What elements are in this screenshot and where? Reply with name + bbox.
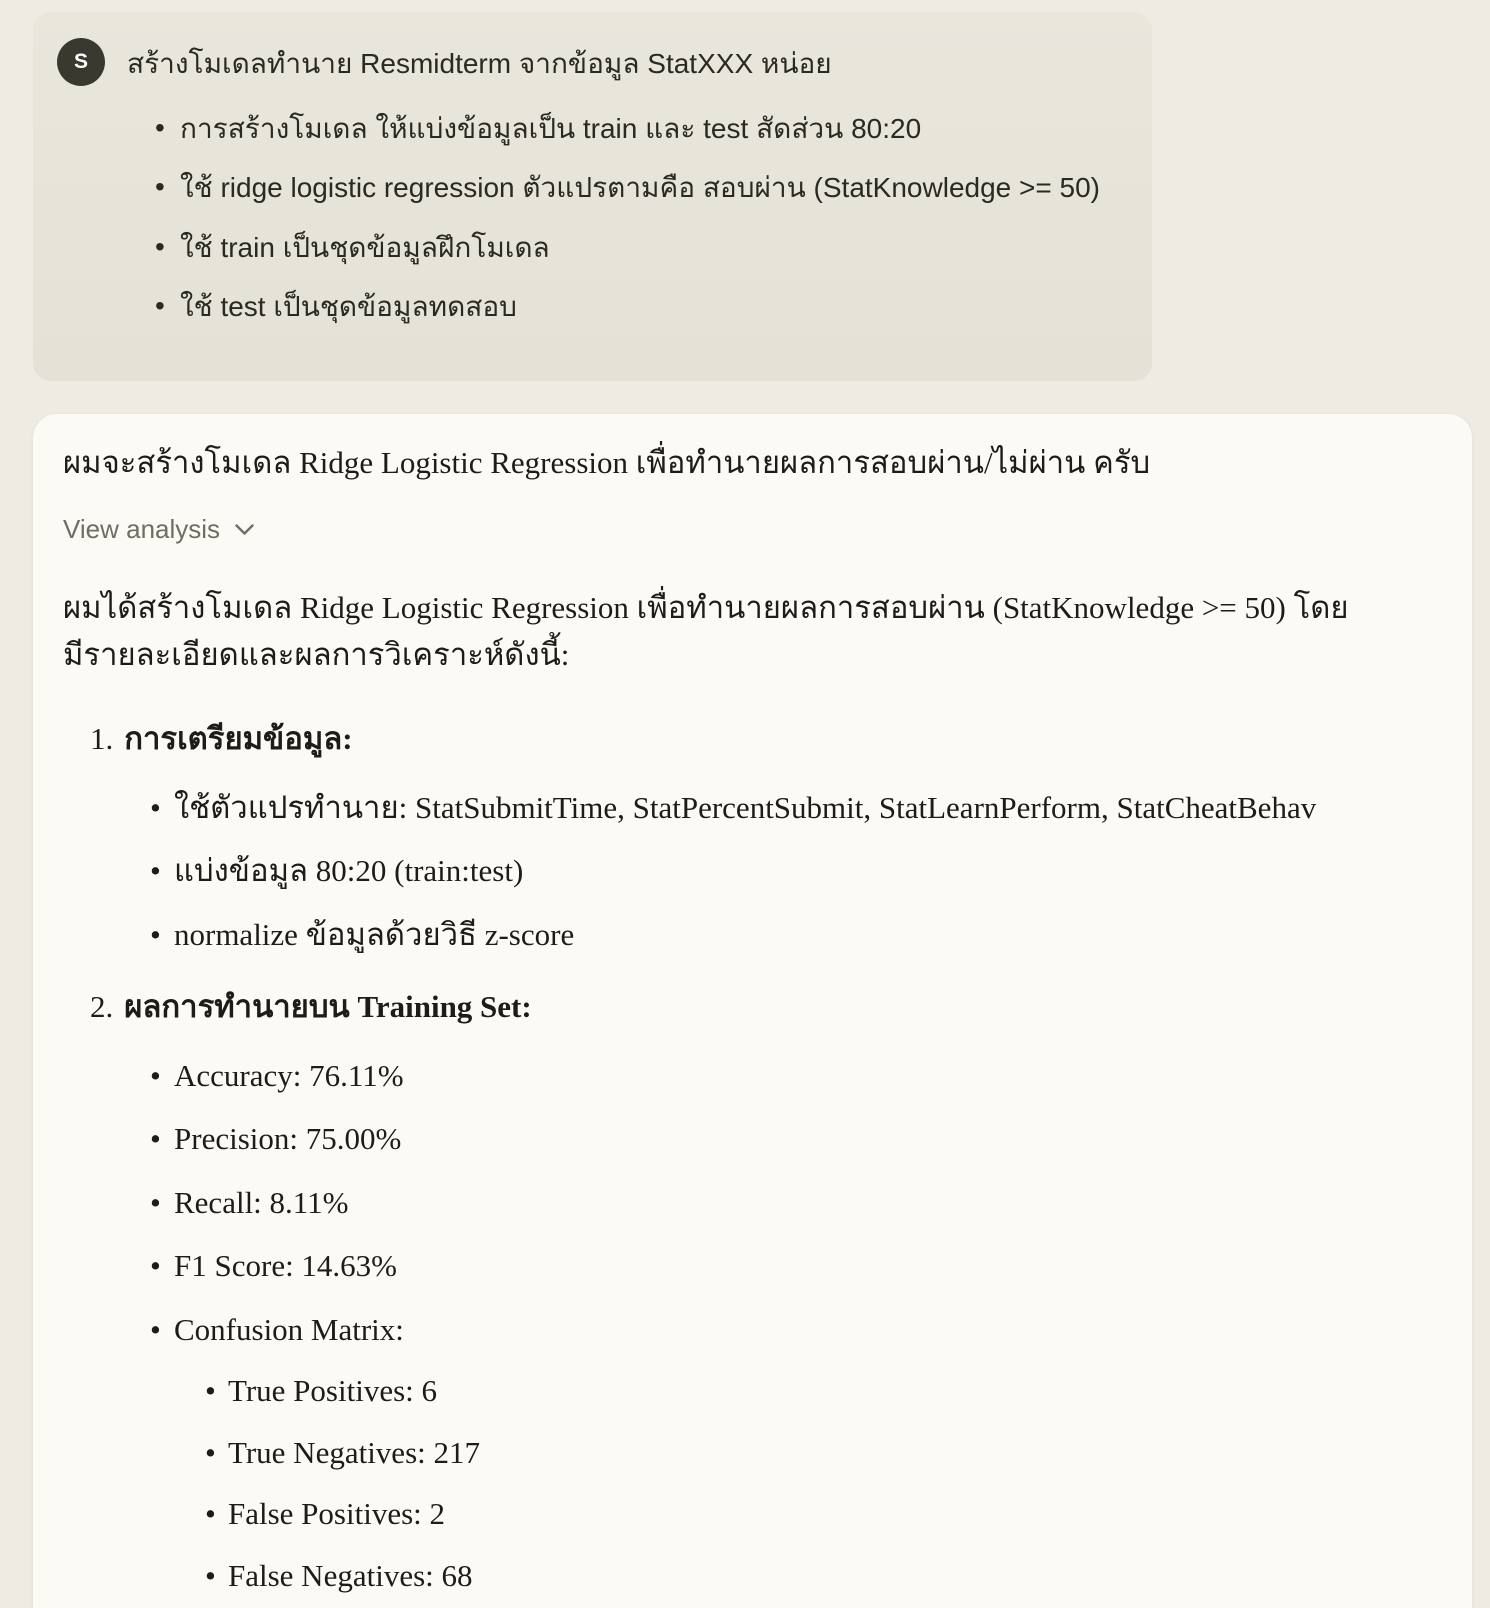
avatar-letter: S [73,50,88,73]
confusion-matrix-label: Confusion Matrix: [174,1311,404,1347]
list-item: • normalize ข้อมูลด้วยวิธี z-score [150,912,1353,959]
confusion-matrix-item [150,1307,1353,1600]
confusion-matrix-list [205,1368,1353,1599]
list-item: • แบ่งข้อมูล 80:20 (train:test) [150,848,1353,895]
chevron-down-icon [234,523,255,536]
section-data-preparation [63,716,1432,958]
section-title: ผลการทำนายบน Training Set: [124,989,532,1025]
user-avatar [57,38,105,86]
metric-accuracy: • Accuracy: 76.11% [150,1053,1353,1100]
section-heading [63,984,1432,1031]
section-number: 2. [90,989,114,1025]
metric-precision: • Precision: 75.00% [150,1116,1353,1163]
assistant-summary-text: ผมได้สร้างโมเดล Ridge Logistic Regression เพื่อทำนายผลการสอบผ่าน (StatKnowledge >= 50) โดยมีรายละเอียดและผลการวิเคราะห์ดังนี้: [63,590,1349,672]
view-analysis-label: View analysis [63,514,221,545]
list-item: • ใช้ ridge logistic regression ตัวแปรตามคือ สอบผ่าน (StatKnowledge >= 50) [127,168,1100,209]
list-item: • ใช้ train เป็นชุดข้อมูลฝึกโมเดล [127,228,1100,269]
user-message-text: สร้างโมเดลทำนาย Resmidterm จากข้อมูล StatXXX หน่อย [127,48,832,79]
section-heading [63,716,1432,763]
false-positives: • False Positives: 2 [205,1491,1353,1538]
assistant-intro-text: ผมจะสร้างโมเดล Ridge Logistic Regression เพื่อทำนายผลการสอบผ่าน/ไม่ผ่าน ครับ [63,444,1151,480]
section-training-results [63,984,1432,1599]
section-title: การเตรียมข้อมูล: [124,721,353,757]
user-message-bubble [33,12,1152,381]
user-request-list [127,109,1100,328]
view-analysis-toggle[interactable] [63,514,255,545]
section-number: 1. [90,721,114,757]
data-preparation-list [63,785,1353,959]
metric-recall: • Recall: 8.11% [150,1180,1353,1227]
user-message-content [127,38,1100,347]
training-metrics-list [63,1053,1353,1600]
list-item: • ใช้ตัวแปรทำนาย: StatSubmitTime, StatPercentSubmit, StatLearnPerform, StatCheatBehav [150,785,1353,832]
false-negatives: • False Negatives: 68 [205,1553,1353,1600]
metric-f1-score: • F1 Score: 14.63% [150,1243,1353,1290]
true-negatives: • True Negatives: 217 [205,1430,1353,1477]
list-item: • ใช้ test เป็นชุดข้อมูลทดสอบ [127,287,1100,328]
list-item: • การสร้างโมเดล ให้แบ่งข้อมูลเป็น train และ test สัดส่วน 80:20 [127,109,1100,150]
assistant-message-card [33,414,1472,1608]
true-positives: • True Positives: 6 [205,1368,1353,1415]
